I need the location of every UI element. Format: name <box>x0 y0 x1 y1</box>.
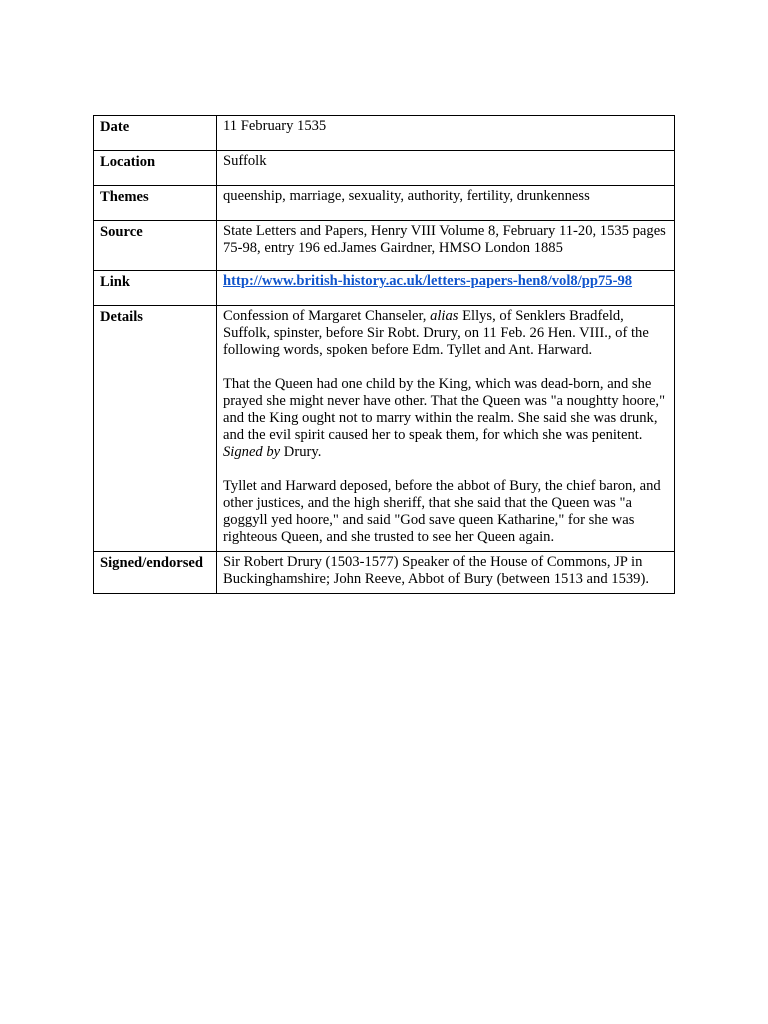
link-label: Link <box>94 271 217 306</box>
details-p2-text-a: That the Queen had one child by the King, which was dead-born, and she prayed she might never have other. That the Queen was "a noughtty hoore," and the King ought not to marry within the realm. She said she was drunk, and the evil spirit caused her to speak them, for which she was penitent. <box>223 376 666 443</box>
row-themes <box>94 186 675 221</box>
details-paragraph-2 <box>223 376 669 461</box>
details-p1-text-a: Confession of Margaret Chanseler, <box>223 308 431 324</box>
row-date <box>94 116 675 151</box>
details-label: Details <box>94 306 217 552</box>
source-label: Source <box>94 221 217 271</box>
details-p2-text-b: Drury. <box>280 444 322 460</box>
row-location <box>94 151 675 186</box>
themes-value: queenship, marriage, sexuality, authority, fertility, drunkenness <box>217 186 675 221</box>
location-value: Suffolk <box>217 151 675 186</box>
details-value <box>217 306 675 552</box>
source-value: State Letters and Papers, Henry VIII Volume 8, February 11-20, 1535 pages 75-98, entry 196 ed.James Gairdner, HMSO London 1885 <box>217 221 675 271</box>
row-details <box>94 306 675 552</box>
details-p1-text-b: Ellys, of Senklers Bradfeld, Suffolk, spinster, before Sir Robt. Drury, on 11 Feb. 26 Hen. VIII., of the following words, spoken before Edm. Tyllet and Ant. Harward. <box>223 308 649 358</box>
record-table <box>93 115 675 594</box>
location-label: Location <box>94 151 217 186</box>
row-source <box>94 221 675 271</box>
details-paragraph-1 <box>223 308 669 359</box>
row-link <box>94 271 675 306</box>
themes-label: Themes <box>94 186 217 221</box>
date-label: Date <box>94 116 217 151</box>
details-paragraph-3: Tyllet and Harward deposed, before the abbot of Bury, the chief baron, and other justices, and the high sheriff, that she said that the Queen was "a goggyll yed hoore," and said "God save queen Katharine," for she was righteous Queen, and she trusted to see her Queen again. <box>223 478 661 545</box>
signed-label: Signed/endorsed <box>94 552 217 594</box>
details-p2-italic: Signed by <box>223 444 281 460</box>
link-cell <box>217 271 675 306</box>
date-value: 11 February 1535 <box>217 116 675 151</box>
signed-value: Sir Robert Drury (1503-1577) Speaker of the House of Commons, JP in Buckinghamshire; John Reeve, Abbot of Bury (between 1513 and 1539). <box>217 552 675 594</box>
source-link[interactable]: http://www.british-history.ac.uk/letters-papers-hen8/vol8/pp75-98 <box>223 273 633 289</box>
row-signed <box>94 552 675 594</box>
details-p1-italic: alias <box>430 308 459 324</box>
